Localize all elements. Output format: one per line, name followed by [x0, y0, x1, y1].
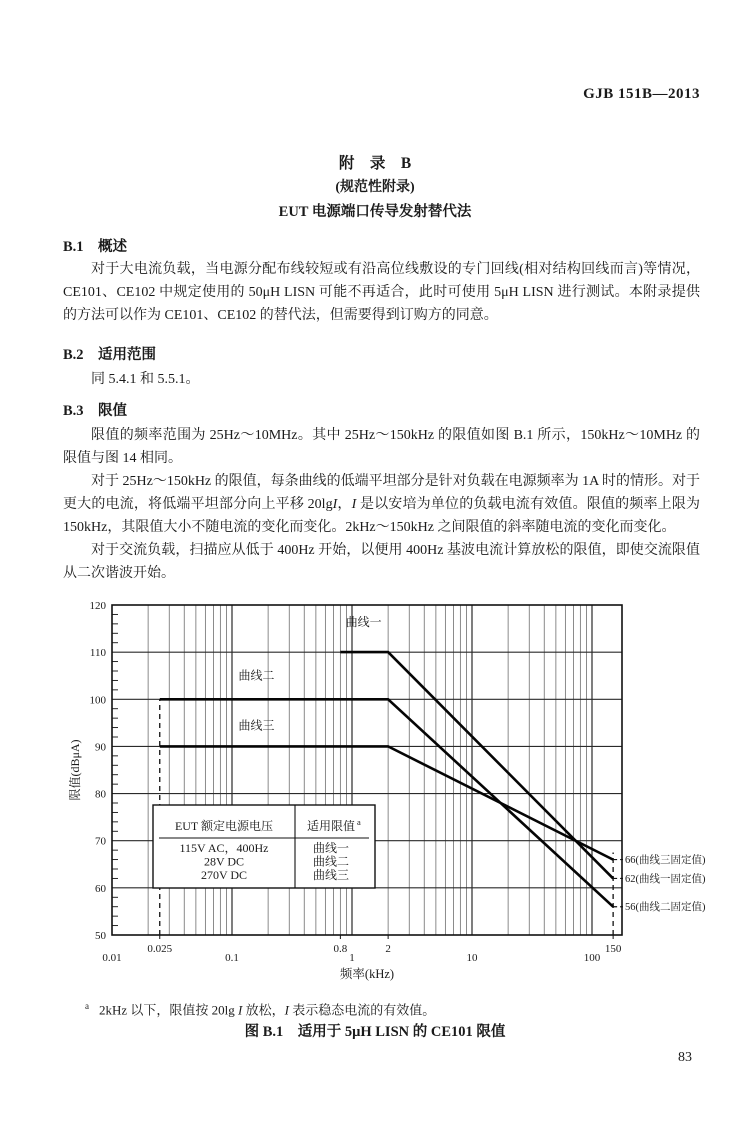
footnote-marker: a	[85, 1001, 89, 1011]
x-tick-label: 0.025	[147, 943, 173, 955]
legend-limit-cell: 曲线三	[312, 868, 350, 882]
appendix-method-title: EUT 电源端口传导发射替代法	[278, 204, 472, 220]
paragraph: 限值的频率范围为 25Hz～10MHz。其中 25Hz～150kHz 的限值如图 B.1 所示，150kHz～10MHz 的限值与图 14 相同。	[63, 428, 700, 466]
legend-limit-cell: 曲线二	[312, 854, 350, 869]
figure-footnote: $^a$ 2kHz 以下，限值按 20lg I 放松，I 表示稳态电流的有效值。	[85, 1001, 436, 1018]
curve-label-1: 曲线一	[345, 615, 382, 630]
section-b3-body	[63, 424, 700, 585]
x-axis-title: 频率(kHz)	[339, 967, 395, 981]
paragraph: 对于大电流负载，当电源分配布线较短或有沿高位线敷设的专门回线(相对结构回线而言)等情况，CE101、CE102 中规定使用的 50μH LISN 可能不再适合，此时可使用 5μH LISN 进行测试。本附录提供的方法可以作为 CE101、CE102 的替代法，但需要得到订购方的同意。	[63, 262, 700, 323]
appendix-title: 附 录 B	[338, 155, 412, 172]
limit-chart	[60, 588, 750, 990]
curve-label-3: 曲线三	[238, 718, 275, 733]
fixed-value-annotations	[613, 853, 706, 913]
page-number: 83	[678, 1050, 692, 1065]
limit-curve-1	[340, 652, 613, 878]
legend-limit-cell: 曲线一	[312, 841, 350, 855]
legend-table	[153, 805, 375, 888]
standard-number-header: GJB 151B—2013	[583, 86, 700, 102]
figure-caption: 图 B.1 适用于 5μH LISN 的 CE101 限值	[244, 1024, 506, 1040]
legend-voltage-cell: 28V DC	[203, 854, 245, 869]
y-tick-label: 70	[95, 835, 106, 848]
legend-header-superscript: a	[357, 817, 361, 827]
section-b1-heading: B.1 概述	[63, 239, 128, 255]
fixed-value-label: 66(曲线三固定值)	[625, 855, 706, 867]
x-tick-label: 150	[604, 943, 622, 955]
paragraph: 对于 25Hz～150kHz 的限值，每条曲线的低端平坦部分是针对负载在电源频率为 1A 时的情形。对于更大的电流，将低端平坦部分向上平移 20lgI，I 是以安培为单位的负载电流有效值。限值的频率上限为 150kHz，其限值大小不随电流的变化而变化。2kHz～150kHz 之间限值的斜率随电流的变化而变化。	[63, 474, 701, 535]
x-tick-label: 0.8	[333, 943, 348, 955]
section-b3-heading: B.3 限值	[63, 403, 128, 419]
fixed-value-label: 62(曲线一固定值)	[625, 873, 706, 885]
section-b2-heading: B.2 适用范围	[63, 347, 157, 363]
appendix-title-block	[0, 152, 750, 224]
x-tick-label: 100	[583, 952, 601, 964]
x-tick-label: 1	[349, 952, 355, 964]
y-tick-label: 110	[89, 647, 106, 660]
fixed-value-label: 56(曲线二固定值)	[625, 902, 706, 914]
limit-chart-svg	[60, 588, 750, 990]
paragraph: 同 5.4.1 和 5.5.1。	[91, 372, 200, 387]
x-tick-label: 2	[385, 943, 391, 955]
y-tick-label: 90	[95, 741, 106, 754]
y-minor-ticks	[112, 614, 118, 925]
x-tick-label: 0.1	[225, 952, 239, 964]
section-b1-body	[63, 258, 700, 327]
y-tick-label: 50	[95, 930, 106, 942]
paragraph: 对于交流负载，扫描应从低于 400Hz 开始，以便用 400Hz 基波电流计算放松的限值，即使交流限值从二次谐波开始。	[63, 543, 700, 581]
legend-col2-header: 适用限值	[306, 819, 356, 833]
appendix-subtitle: (规范性附录)	[335, 180, 415, 195]
y-axis-title: 限值(dBμA)	[68, 739, 82, 801]
legend-col1-header: EUT 额定电源电压	[174, 819, 274, 833]
legend-voltage-cell: 115V AC，400Hz	[179, 841, 269, 855]
curve-label-2: 曲线二	[238, 668, 275, 683]
y-tick-label: 100	[89, 694, 106, 707]
y-tick-label: 60	[95, 882, 106, 895]
y-tick-label: 120	[89, 600, 106, 612]
x-tick-label: 0.01	[102, 952, 122, 964]
y-tick-label: 80	[95, 788, 106, 801]
legend-voltage-cell: 270V DC	[200, 868, 248, 882]
section-b2-body	[63, 368, 700, 391]
x-tick-label: 10	[466, 952, 478, 964]
